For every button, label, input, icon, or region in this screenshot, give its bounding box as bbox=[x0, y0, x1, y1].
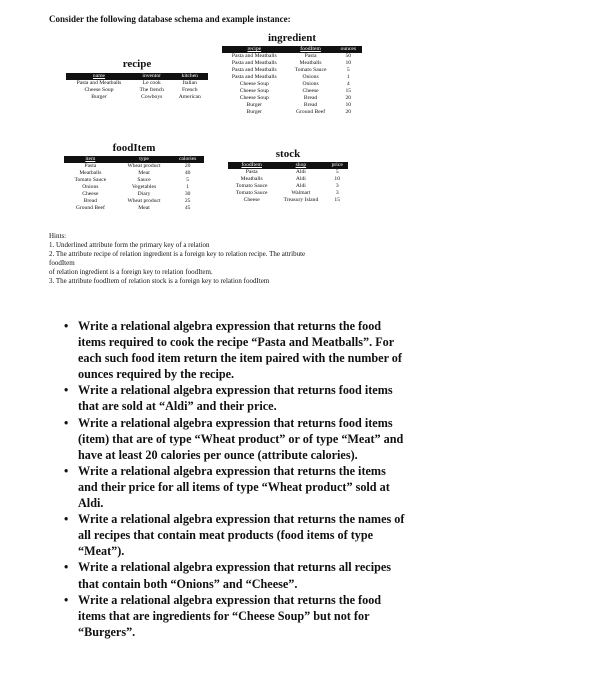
column-header: calories bbox=[171, 156, 204, 163]
table-cell: 5 bbox=[335, 169, 339, 175]
column-header: shop bbox=[275, 162, 326, 169]
table-cell: 30 bbox=[184, 191, 191, 197]
hint-line: 2. The attribute recipe of relation ingredient is a foreign key to relation recipe. The attribute bbox=[49, 250, 306, 258]
question-item bbox=[60, 382, 405, 414]
hints-title: Hints: bbox=[49, 232, 67, 240]
table-header-row bbox=[64, 156, 204, 163]
fooditem-table bbox=[64, 156, 204, 212]
table-cell: Pasta and Meatballs bbox=[76, 80, 122, 86]
table-cell: Cheese Soup bbox=[239, 95, 269, 101]
table-cell: 4 bbox=[346, 81, 350, 87]
question-text: Write a relational algebra expression that returns all recipes that contain both “Onions” and “Cheese”. bbox=[78, 560, 392, 591]
hint-line: 3. The attribute foodItem of relation stock is a foreign key to relation foodItem bbox=[49, 277, 270, 285]
table-row bbox=[228, 176, 348, 183]
table-row bbox=[64, 184, 204, 191]
table-cell: Meatballs bbox=[79, 170, 102, 176]
column-header: foodItem bbox=[228, 162, 275, 169]
table-cell: 5 bbox=[186, 177, 190, 183]
table-cell: 5 bbox=[346, 67, 350, 73]
table-row bbox=[222, 81, 362, 88]
table-cell: Meat bbox=[138, 170, 150, 176]
table-row bbox=[222, 53, 362, 60]
table-cell: Onions bbox=[302, 74, 319, 80]
table-row bbox=[64, 205, 204, 212]
recipe-table-block bbox=[66, 58, 208, 101]
table-cell: Ground Beef bbox=[296, 109, 326, 115]
table-header-row bbox=[228, 162, 348, 169]
table-cell: Burger bbox=[91, 94, 107, 100]
table-cell: Walmart bbox=[291, 190, 311, 196]
table-cell: 1 bbox=[346, 74, 350, 80]
table-row bbox=[222, 102, 362, 109]
table-cell: 25 bbox=[184, 198, 191, 204]
column-header: name bbox=[66, 73, 132, 80]
table-cell: 3 bbox=[335, 190, 339, 196]
table-cell: Italian bbox=[182, 80, 197, 86]
table-row bbox=[228, 183, 348, 190]
table-row bbox=[66, 87, 208, 94]
table-row bbox=[64, 177, 204, 184]
table-cell: Pasta and Meatballs bbox=[231, 53, 277, 59]
ingredient-title: ingredient bbox=[267, 32, 317, 44]
recipe-table bbox=[66, 73, 208, 101]
table-cell: Bread bbox=[303, 95, 318, 101]
column-header: inventor bbox=[132, 73, 172, 80]
table-cell: 40 bbox=[184, 170, 191, 176]
table-cell: Pasta bbox=[84, 163, 97, 169]
table-cell: Cheese bbox=[82, 191, 99, 197]
hints-block bbox=[49, 232, 389, 286]
table-cell: 10 bbox=[334, 176, 341, 182]
question-item bbox=[60, 559, 405, 591]
table-cell: Meat bbox=[138, 205, 150, 211]
hint-line: of relation ingredient is a foreign key to relation foodItem. bbox=[49, 268, 213, 276]
table-cell: Wheat product bbox=[127, 163, 161, 169]
column-header: foodItem bbox=[287, 46, 335, 53]
table-cell: 20 bbox=[345, 109, 352, 115]
question-text: Write a relational algebra expression that returns the food items that are ingredients for “Cheese Soup” but not for “Burgers”. bbox=[78, 592, 382, 639]
table-cell: Ground Beef bbox=[75, 205, 105, 211]
table-cell: Onions bbox=[302, 81, 319, 87]
question-item bbox=[60, 463, 405, 511]
table-cell: Pasta and Meatballs bbox=[231, 60, 277, 66]
stock-title: stock bbox=[275, 148, 301, 160]
hint-line: 1. Underlined attribute form the primary key of a relation bbox=[49, 241, 210, 249]
question-item bbox=[60, 511, 405, 559]
table-cell: Pasta and Meatballs bbox=[231, 74, 277, 80]
table-row bbox=[228, 190, 348, 197]
column-header: ounces bbox=[335, 46, 362, 53]
table-cell: Aldi bbox=[295, 169, 306, 175]
table-cell: Aldi bbox=[295, 183, 306, 189]
table-cell: Vegetables bbox=[131, 184, 157, 190]
hint-line: foodItem bbox=[49, 259, 75, 267]
table-cell: 1 bbox=[186, 184, 190, 190]
table-cell: 15 bbox=[345, 88, 352, 94]
question-text: Write a relational algebra expression that returns the names of all recipes that contain meat products (food items of type “Meat”). bbox=[78, 512, 405, 559]
bullet-icon: • bbox=[64, 463, 69, 478]
table-row bbox=[222, 67, 362, 74]
bullet-icon: • bbox=[64, 383, 69, 398]
table-cell: Diary bbox=[137, 191, 151, 197]
column-header: kitchen bbox=[172, 73, 209, 80]
table-cell: Wheat product bbox=[127, 198, 161, 204]
table-cell: American bbox=[178, 94, 201, 100]
table-cell: 20 bbox=[345, 95, 352, 101]
table-cell: Cheese bbox=[302, 88, 319, 94]
table-row bbox=[64, 163, 204, 170]
table-row bbox=[64, 170, 204, 177]
table-cell: The french bbox=[139, 87, 164, 93]
table-header-row bbox=[66, 73, 208, 80]
stock-table-block bbox=[228, 148, 348, 204]
question-item bbox=[60, 415, 405, 463]
table-row bbox=[222, 74, 362, 81]
table-cell: Pasta bbox=[245, 169, 258, 175]
bullet-icon: • bbox=[64, 319, 69, 333]
table-cell: Meatballs bbox=[240, 176, 263, 182]
column-header: price bbox=[326, 162, 348, 169]
intro-text: Consider the following database schema and example instance: bbox=[49, 14, 291, 24]
table-cell: Le cook bbox=[142, 80, 161, 86]
table-row bbox=[222, 95, 362, 102]
question-text: Write a relational algebra expression that returns food items (item) that are of type “Wheat product” or of type “Meat” and have at least 20 calories per ounce (attribute calories). bbox=[78, 415, 404, 462]
recipe-title: recipe bbox=[122, 58, 152, 70]
table-cell: Pasta and Meatballs bbox=[231, 67, 277, 73]
table-cell: Tomato Sauce bbox=[294, 67, 327, 73]
table-cell: Tomato Sauce bbox=[235, 190, 268, 196]
ingredient-table bbox=[222, 46, 362, 116]
table-cell: Onions bbox=[82, 184, 99, 190]
table-cell: Aldi bbox=[295, 176, 306, 182]
table-cell: 3 bbox=[335, 183, 339, 189]
fooditem-title: foodItem bbox=[112, 142, 156, 154]
table-cell: 10 bbox=[345, 60, 352, 66]
table-row bbox=[228, 197, 348, 204]
table-cell: 45 bbox=[184, 205, 191, 211]
table-cell: Sauce bbox=[137, 177, 151, 183]
table-cell: Burger bbox=[246, 109, 262, 115]
table-cell: Cheese Soup bbox=[239, 88, 269, 94]
stock-table bbox=[228, 162, 348, 204]
column-header: type bbox=[117, 156, 172, 163]
table-cell: 15 bbox=[334, 197, 341, 203]
question-item bbox=[60, 318, 405, 382]
question-text: Write a relational algebra expression that returns the food items required to cook the recipe “Pasta and Meatballs”. For each such food item return the item paired with the number of ounces required by the recipe. bbox=[78, 319, 402, 382]
table-cell: Cheese Soup bbox=[84, 87, 114, 93]
table-row bbox=[66, 80, 208, 87]
table-cell: Cheese Soup bbox=[239, 81, 269, 87]
table-cell: 20 bbox=[184, 163, 191, 169]
column-header: item bbox=[64, 156, 117, 163]
table-cell: Tomato Sauce bbox=[74, 177, 107, 183]
question-text: Write a relational algebra expression that returns food items that are sold at “Aldi” and their price. bbox=[78, 383, 393, 414]
bullet-icon: • bbox=[64, 560, 69, 575]
table-row bbox=[64, 198, 204, 205]
table-cell: Meatballs bbox=[299, 60, 322, 66]
table-cell: Bread bbox=[83, 198, 98, 204]
table-header-row bbox=[222, 46, 362, 53]
table-cell: French bbox=[181, 87, 198, 93]
table-row bbox=[222, 88, 362, 95]
table-cell: Tomato Sauce bbox=[235, 183, 268, 189]
table-row bbox=[222, 60, 362, 67]
table-cell: Pasta bbox=[304, 53, 317, 59]
table-row bbox=[222, 109, 362, 116]
question-item bbox=[60, 592, 405, 640]
table-cell: Cowboys bbox=[141, 94, 163, 100]
fooditem-table-block bbox=[64, 142, 204, 212]
question-text: Write a relational algebra expression that returns the items and their price for all items of type “Wheat product” sold at Aldi. bbox=[78, 463, 390, 511]
table-cell: Burger bbox=[246, 102, 262, 108]
question-list bbox=[60, 318, 405, 640]
table-row bbox=[66, 94, 208, 101]
table-row bbox=[64, 191, 204, 198]
table-row bbox=[228, 169, 348, 176]
ingredient-table-block bbox=[222, 32, 362, 116]
table-cell: 10 bbox=[345, 102, 352, 108]
table-cell: 50 bbox=[345, 53, 352, 59]
bullet-icon: • bbox=[64, 415, 69, 430]
bullet-icon: • bbox=[64, 512, 69, 527]
table-cell: Bread bbox=[303, 102, 318, 108]
table-cell: Treasury Island bbox=[283, 197, 319, 203]
column-header: recipe bbox=[222, 46, 287, 53]
bullet-icon: • bbox=[64, 592, 69, 607]
table-cell: Cheese bbox=[243, 197, 260, 203]
